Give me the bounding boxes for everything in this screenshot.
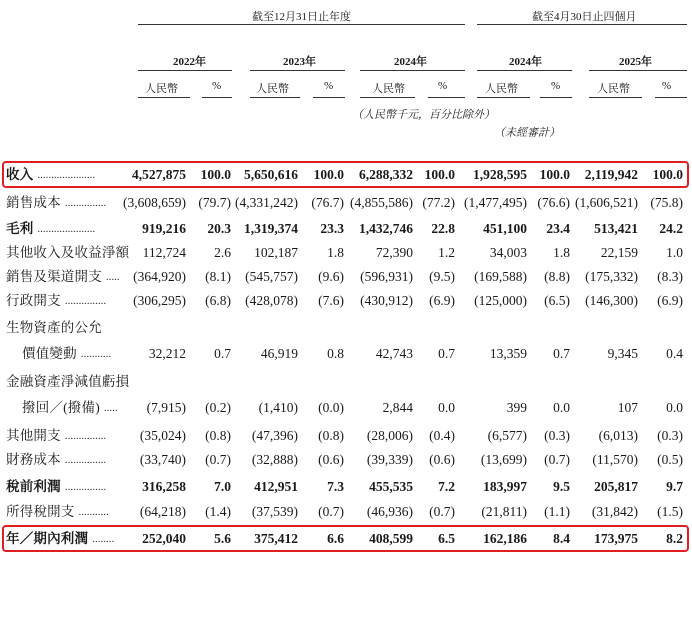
table-row (0, 218, 692, 240)
amount-cell: (1,606,521) (575, 195, 638, 210)
amount-cell: (37,539) (251, 504, 298, 519)
year-header-2025-period: 2025年 (619, 56, 652, 68)
year-rule-2023 (250, 70, 345, 71)
percent-cell: 9.5 (553, 479, 570, 494)
percent-cell: (8.1) (205, 269, 231, 284)
table-row (0, 397, 692, 419)
header-group-year: 截至12月31日止年度 (252, 11, 351, 23)
percent-cell: 7.2 (438, 479, 455, 494)
percent-cell: 100.0 (652, 167, 683, 182)
table-row (0, 242, 692, 264)
table-row (0, 192, 692, 214)
amount-cell: 13,359 (489, 346, 527, 361)
amount-cell: 455,535 (369, 479, 413, 494)
amount-cell: 1,319,374 (244, 221, 298, 236)
percent-cell: 0.0 (553, 400, 570, 415)
percent-cell: 100.0 (200, 167, 231, 182)
percent-cell: (0.7) (544, 452, 570, 467)
percent-cell: (0.7) (318, 504, 344, 519)
amount-cell: 22,159 (600, 245, 638, 260)
sub-rule-7 (477, 97, 530, 98)
percent-cell: (0.3) (544, 428, 570, 443)
percent-cell: (0.6) (318, 452, 344, 467)
percent-cell: 20.3 (207, 221, 231, 236)
table-row (0, 449, 692, 471)
sub-rule-5 (360, 97, 415, 98)
dot-leader: ........... (80, 348, 112, 360)
table-row (0, 290, 692, 312)
percent-cell: (0.8) (318, 428, 344, 443)
amount-cell: 2,119,942 (584, 167, 638, 182)
amount-cell: (13,699) (480, 452, 527, 467)
amount-cell: 72,390 (375, 245, 413, 260)
amount-cell: (125,000) (474, 293, 527, 308)
amount-cell: 183,997 (483, 479, 527, 494)
row-label: 其他開支 (6, 428, 61, 443)
dot-leader: ............... (64, 430, 107, 442)
sub-rule-10 (655, 97, 687, 98)
amount-cell: 6,288,332 (359, 167, 413, 182)
year-rule-2022 (138, 70, 232, 71)
row-label: 生物資產的公允 (6, 320, 102, 335)
percent-cell: 0.0 (438, 400, 455, 415)
amount-cell: 42,743 (375, 346, 413, 361)
percent-header-2025-period: % (662, 80, 672, 92)
row-label: 收入 (6, 167, 34, 182)
amount-cell: (39,339) (366, 452, 413, 467)
percent-cell: (79.7) (198, 195, 231, 210)
percent-cell: 100.0 (424, 167, 455, 182)
amount-cell: 399 (506, 400, 527, 415)
amount-cell: (7,915) (146, 400, 186, 415)
sub-rule-9 (589, 97, 642, 98)
row-label: 稅前利潤 (6, 479, 61, 494)
year-header-2023: 2023年 (283, 56, 316, 68)
percent-cell: 0.7 (553, 346, 570, 361)
amount-cell: 451,100 (483, 221, 527, 236)
amount-cell: (146,300) (585, 293, 638, 308)
percent-cell: (0.2) (205, 400, 231, 415)
table-row (0, 476, 692, 498)
percent-cell: (0.5) (657, 452, 683, 467)
amount-cell: 9,345 (607, 346, 638, 361)
percent-cell: (6.8) (205, 293, 231, 308)
percent-cell: 0.8 (327, 346, 344, 361)
amount-cell: (428,078) (245, 293, 298, 308)
percent-cell: 0.4 (666, 346, 683, 361)
year-header-2024: 2024年 (394, 56, 427, 68)
amount-cell: 32,212 (148, 346, 186, 361)
percent-cell: 2.6 (214, 245, 231, 260)
percent-cell: (7.6) (318, 293, 344, 308)
amount-cell: 252,040 (142, 531, 186, 546)
table-row (0, 343, 692, 365)
percent-header-2024: % (438, 80, 448, 92)
highlight-box (2, 161, 689, 188)
amount-cell: 4,527,875 (132, 167, 186, 182)
dot-leader: ............... (64, 454, 107, 466)
amount-cell: (4,331,242) (235, 195, 298, 210)
amount-cell: (64,218) (139, 504, 186, 519)
percent-cell: 23.4 (546, 221, 570, 236)
sub-rule-3 (250, 97, 300, 98)
percent-cell: (0.8) (205, 428, 231, 443)
percent-cell: (76.7) (311, 195, 344, 210)
percent-cell: (8.3) (657, 269, 683, 284)
currency-header-2024-period: 人民幣 (485, 83, 518, 95)
row-label: 其他收入及收益淨額 (6, 245, 130, 260)
amount-cell: (545,757) (245, 269, 298, 284)
highlight-box (2, 525, 689, 552)
percent-cell: (0.0) (318, 400, 344, 415)
percent-cell: (75.8) (650, 195, 683, 210)
amount-cell: (33,740) (139, 452, 186, 467)
amount-cell: 34,003 (489, 245, 527, 260)
amount-cell: (175,332) (585, 269, 638, 284)
row-label: 價值變動 (22, 346, 77, 361)
year-header-2022: 2022年 (173, 56, 206, 68)
amount-cell: (3,608,659) (123, 195, 186, 210)
percent-cell: (77.2) (422, 195, 455, 210)
amount-cell: 112,724 (142, 245, 186, 260)
amount-cell: (364,920) (133, 269, 186, 284)
amount-cell: (28,006) (366, 428, 413, 443)
amount-cell: (169,588) (474, 269, 527, 284)
row-label: 銷售成本 (6, 195, 61, 210)
year-rule-2024 (360, 70, 465, 71)
percent-cell: (1.5) (657, 504, 683, 519)
percent-cell: (6.9) (657, 293, 683, 308)
percent-cell: 1.8 (327, 245, 344, 260)
amount-cell: 1,928,595 (473, 167, 527, 182)
amount-cell: 102,187 (254, 245, 298, 260)
unit-note: （人民幣千元，百分比除外） (352, 109, 495, 121)
row-label: 銷售及渠道開支 (6, 269, 102, 284)
table-row (0, 371, 692, 393)
amount-cell: 412,951 (254, 479, 298, 494)
year-rule-2024-period (477, 70, 572, 71)
currency-header-2022: 人民幣 (145, 83, 178, 95)
header-group-period-rule (477, 24, 687, 25)
percent-cell: 0.7 (214, 346, 231, 361)
amount-cell: 46,919 (260, 346, 298, 361)
amount-cell: 5,650,616 (244, 167, 298, 182)
sub-rule-1 (138, 97, 190, 98)
percent-cell: (0.7) (205, 452, 231, 467)
amount-cell: 205,817 (594, 479, 638, 494)
dot-leader: ............... (64, 295, 107, 307)
percent-cell: (0.6) (429, 452, 455, 467)
header-group-year-rule (138, 24, 465, 25)
amount-cell: 2,844 (382, 400, 413, 415)
year-rule-2025-period (589, 70, 687, 71)
percent-cell: 0.7 (438, 346, 455, 361)
percent-cell: (0.3) (657, 428, 683, 443)
amount-cell: 375,412 (254, 531, 298, 546)
percent-cell: (0.7) (429, 504, 455, 519)
sub-rule-6 (428, 97, 465, 98)
amount-cell: (32,888) (251, 452, 298, 467)
percent-cell: (1.1) (544, 504, 570, 519)
percent-cell: 7.0 (214, 479, 231, 494)
amount-cell: 1,432,746 (359, 221, 413, 236)
amount-cell: (47,396) (251, 428, 298, 443)
amount-cell: (1,410) (258, 400, 298, 415)
dot-leader: ..................... (37, 169, 96, 181)
percent-cell: 0.0 (666, 400, 683, 415)
dot-leader: ............... (64, 481, 107, 493)
amount-cell: 316,258 (142, 479, 186, 494)
table-row (0, 266, 692, 288)
dot-leader: ..... (103, 402, 118, 414)
percent-cell: (8.8) (544, 269, 570, 284)
percent-cell: 1.8 (553, 245, 570, 260)
dot-leader: ..... (105, 271, 120, 283)
amount-cell: 173,975 (594, 531, 638, 546)
percent-cell: 1.0 (666, 245, 683, 260)
amount-cell: (21,811) (481, 504, 527, 519)
row-label: 金融資產淨減值虧損 (6, 374, 130, 389)
amount-cell: (31,842) (591, 504, 638, 519)
percent-cell: 7.3 (327, 479, 344, 494)
amount-cell: (46,936) (366, 504, 413, 519)
percent-cell: 5.6 (214, 531, 231, 546)
row-label: 年／期內利潤 (6, 531, 89, 546)
table-row (0, 425, 692, 447)
amount-cell: (6,577) (487, 428, 527, 443)
currency-header-2023: 人民幣 (256, 83, 289, 95)
percent-cell: 6.5 (438, 531, 455, 546)
dot-leader: ............... (64, 197, 107, 209)
amount-cell: (430,912) (360, 293, 413, 308)
percent-cell: (0.4) (429, 428, 455, 443)
percent-cell: 23.3 (320, 221, 344, 236)
percent-cell: 22.8 (431, 221, 455, 236)
amount-cell: (35,024) (139, 428, 186, 443)
sub-rule-8 (540, 97, 572, 98)
percent-cell: (6.9) (429, 293, 455, 308)
percent-cell: (76.6) (537, 195, 570, 210)
percent-header-2022: % (212, 80, 222, 92)
audit-note: （未經審計） (494, 127, 560, 139)
amount-cell: (596,931) (360, 269, 413, 284)
percent-header-2024-period: % (551, 80, 561, 92)
amount-cell: (11,570) (592, 452, 638, 467)
currency-header-2025-period: 人民幣 (597, 83, 630, 95)
amount-cell: 513,421 (594, 221, 638, 236)
percent-cell: 24.2 (659, 221, 683, 236)
amount-cell: 408,599 (369, 531, 413, 546)
year-header-2024-period: 2024年 (509, 56, 542, 68)
percent-header-2023: % (324, 80, 334, 92)
row-label: 行政開支 (6, 293, 61, 308)
percent-cell: (6.5) (544, 293, 570, 308)
table-row (0, 317, 692, 339)
percent-cell: (1.4) (205, 504, 231, 519)
sub-rule-4 (313, 97, 345, 98)
dot-leader: ........ (92, 533, 115, 545)
percent-cell: 9.7 (666, 479, 683, 494)
amount-cell: (4,855,586) (350, 195, 413, 210)
sub-rule-2 (202, 97, 232, 98)
row-label: 所得稅開支 (6, 504, 75, 519)
percent-cell: 100.0 (539, 167, 570, 182)
dot-leader: ..................... (37, 223, 96, 235)
amount-cell: (1,477,495) (464, 195, 527, 210)
row-label: 財務成本 (6, 452, 61, 467)
row-label: 毛利 (6, 221, 34, 236)
percent-cell: 100.0 (313, 167, 344, 182)
percent-cell: (9.6) (318, 269, 344, 284)
percent-cell: 1.2 (438, 245, 455, 260)
dot-leader: ........... (78, 506, 109, 518)
amount-cell: 162,186 (483, 531, 527, 546)
amount-cell: 919,216 (142, 221, 186, 236)
percent-cell: 8.2 (666, 531, 683, 546)
amount-cell: 107 (617, 400, 638, 415)
percent-cell: (9.5) (429, 269, 455, 284)
table-row (0, 501, 692, 523)
currency-header-2024: 人民幣 (372, 83, 405, 95)
percent-cell: 8.4 (553, 531, 570, 546)
percent-cell: 6.6 (327, 531, 344, 546)
header-group-period: 截至4月30日止四個月 (532, 11, 637, 23)
amount-cell: (306,295) (133, 293, 186, 308)
amount-cell: (6,013) (598, 428, 638, 443)
row-label: 撥回／(撥備) (22, 400, 100, 415)
